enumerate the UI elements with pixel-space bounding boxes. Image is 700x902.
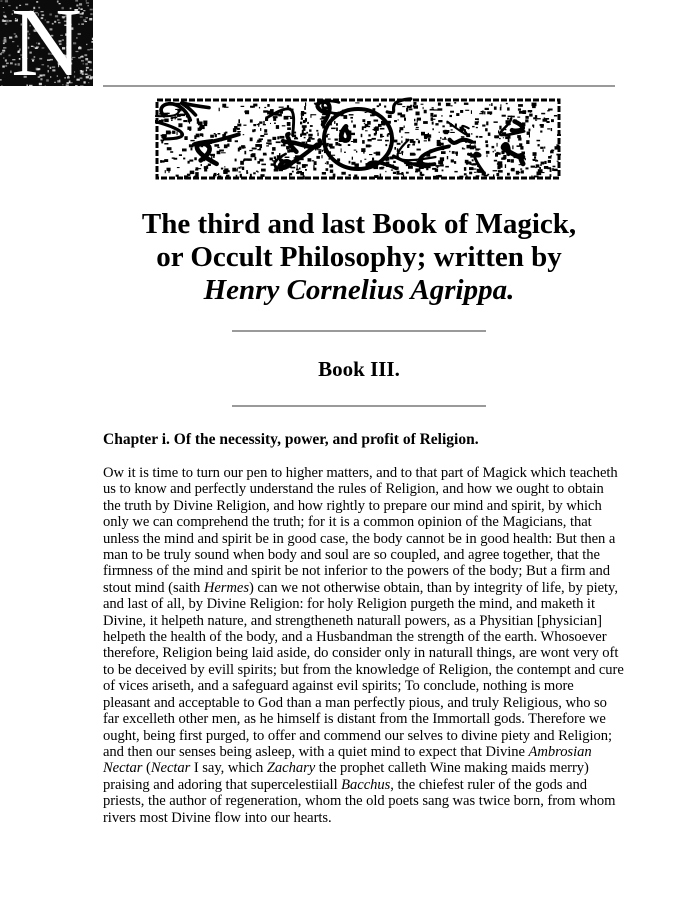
body-text-run: I say, which	[190, 760, 267, 777]
body-line	[103, 465, 617, 481]
body-text-run: , the chiefest ruler of the gods and	[390, 776, 588, 793]
body-text-run: (	[142, 760, 151, 777]
book-title	[103, 208, 615, 307]
body-line	[103, 777, 617, 793]
book-divider	[232, 405, 486, 407]
body-line	[103, 760, 617, 776]
italic-text: Nectar	[103, 760, 143, 777]
body-line	[103, 514, 617, 530]
body-text-run: therefore, Religion being laid aside, do consider only in naturall things, are wont very oft	[103, 645, 619, 662]
body-text-run: Ow it is time to turn our pen to higher matters, and to that part of Magick which teacheth	[103, 465, 618, 481]
body-text-run: stout mind (saith	[103, 579, 204, 596]
body-text-run: us to know and perfectly understand the rules of Religion, and how we ought to obtain	[103, 481, 604, 498]
italic-text: Hermes	[203, 579, 249, 596]
body-line	[103, 810, 617, 826]
book-label: Book III.	[318, 357, 400, 381]
body-line	[103, 711, 617, 727]
body-text-run: pleasant and acceptable to God than a man perfectly pious, and truly Religious, who so	[103, 694, 607, 711]
body-line	[103, 678, 617, 694]
body-text-run: helpeth the health of the body, and a Husbandman the strength of the earth. Whosoever	[103, 629, 607, 646]
body-text-run: far excelleth other men, as he himself is distant from the Immortall gods. Therefore we	[103, 711, 606, 728]
title-line-2: or Occult Philosophy; written by	[156, 241, 562, 273]
body-line	[103, 613, 617, 629]
italic-text: Bacchus	[341, 776, 391, 793]
body-text-run: of vices ariseth, and a safeguard against evil spirits; To conclude, nothing is more	[103, 678, 574, 695]
body-text-run: priests, the author of regeneration, whom the old poets sang was twice born, from whom	[103, 793, 616, 810]
body-text-run: and last of all, by Divine Religion: for holy Religion purgeth the mind, and maketh it	[103, 596, 595, 613]
body-line	[103, 531, 617, 547]
body-text-run: the truth by Divine Religion, and how rightly to prepare our mind and spirit, by which	[103, 497, 602, 514]
title-divider	[232, 330, 486, 332]
drop-cap-initial	[0, 0, 93, 86]
body-text-run: ) can we not otherwise obtain, than by integrity of life, by piety,	[248, 579, 618, 596]
decorative-headpiece-icon	[155, 97, 561, 183]
body-line	[103, 645, 617, 661]
italic-text: Nectar	[150, 760, 191, 777]
body-line	[103, 481, 617, 497]
body-line	[103, 596, 617, 612]
body-line	[103, 629, 617, 645]
chapter-body	[103, 465, 624, 826]
body-line	[103, 580, 617, 596]
drop-cap-letter: N	[11, 0, 82, 86]
body-line	[103, 744, 617, 760]
body-text-run: Divine, it helpeth nature, and strengtheneth naturall powers, as a Physitian [physician]	[103, 612, 602, 629]
body-text-run: only we can comprehend the truth; for it is a common opinion of the Magicians, that	[103, 514, 592, 531]
header-rule	[103, 85, 615, 87]
italic-text: Zachary	[266, 760, 316, 777]
body-line	[103, 728, 617, 744]
body-text-run: unless the mind and spirit be in good case, the body cannot be in good health: But then a	[103, 530, 616, 547]
body-text-run: man to be truly sound when body and soul are so coupled, and agree together, that the	[103, 547, 600, 564]
body-text-run: rivers most Divine flow into our hearts.	[103, 809, 332, 826]
body-line	[103, 793, 617, 809]
body-line	[103, 661, 624, 678]
body-text-run: ought, being first purged, to offer and commend our selves to divine piety and Religion;	[103, 727, 612, 744]
body-line	[103, 498, 617, 514]
title-line-1: The third and last Book of Magick,	[141, 208, 577, 240]
title-author: Henry Cornelius Agrippa.	[203, 274, 515, 306]
body-line	[103, 563, 617, 579]
body-text-run: firmness of the mind and spirit be not inferior to the powers of the body; But a firm and	[103, 563, 611, 580]
italic-text: Ambrosian	[528, 743, 592, 760]
body-line	[103, 695, 617, 711]
body-text-run: and then our senses being asleep, with a quiet mind to expect that Divine	[103, 743, 529, 760]
body-line	[103, 547, 617, 563]
chapter-heading: Chapter i. Of the necessity, power, and profit of Religion.	[103, 431, 479, 448]
body-text-run: the prophet calleth Wine making maids merry)	[315, 760, 589, 777]
body-text-run: to be deceived by evill spirits; but from the knowledge of Religion, the contempt and cure	[103, 661, 624, 678]
body-text-run: praising and adoring that supercelestiiall	[103, 776, 342, 793]
